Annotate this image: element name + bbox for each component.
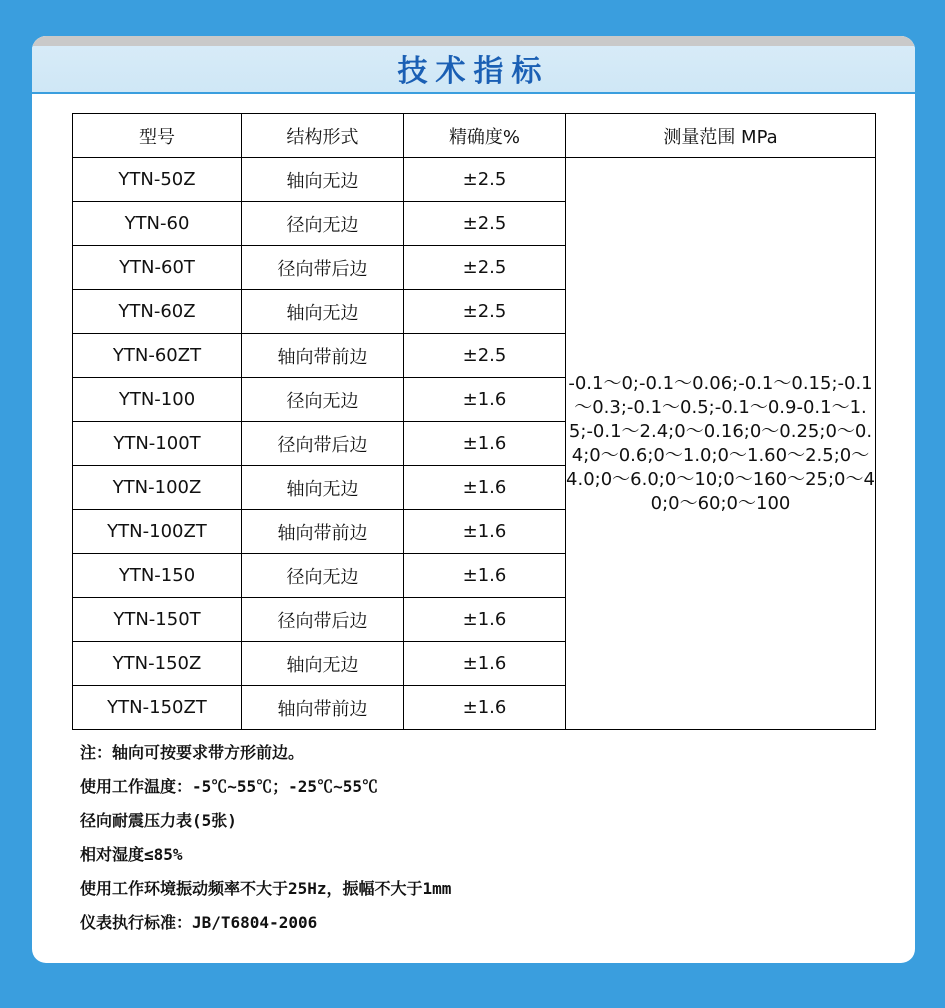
model-cell: YTN-60T [73, 246, 242, 290]
note-line: 相对湿度≤85% [80, 845, 183, 864]
model-cell: YTN-60ZT [73, 334, 242, 378]
range-cell: -0.1～0;-0.1～0.06;-0.1～0.15;-0.1～0.3;-0.1～0.5;-0.1～0.9-0.1～1.5;-0.1～2.4;0～0.16;0～0.25;0～0.4;0～0.6;0～1.0;0～1.60～2.5;0～4.0;0～6.0;0～10;0～160～25;0～40;0～60;0～100 [566, 158, 876, 730]
accuracy-cell: ±1.6 [404, 598, 566, 642]
structure-cell: 轴向无边 [242, 290, 404, 334]
header-top-bar [32, 36, 915, 46]
spec-table [72, 113, 876, 730]
model-cell: YTN-60Z [73, 290, 242, 334]
model-cell: YTN-100 [73, 378, 242, 422]
model-cell: YTN-100T [73, 422, 242, 466]
model-cell: YTN-150 [73, 554, 242, 598]
structure-cell: 轴向带前边 [242, 334, 404, 378]
accuracy-cell: ±1.6 [404, 422, 566, 466]
accuracy-cell: ±1.6 [404, 510, 566, 554]
note-line: 注：轴向可按要求带方形前边。 [80, 743, 305, 762]
header-structure: 结构形式 [242, 114, 404, 158]
structure-cell: 径向带后边 [242, 246, 404, 290]
structure-cell: 径向无边 [242, 378, 404, 422]
accuracy-cell: ±2.5 [404, 202, 566, 246]
table-header-row [73, 114, 876, 158]
structure-cell: 轴向带前边 [242, 686, 404, 730]
structure-cell: 轴向无边 [242, 642, 404, 686]
structure-cell: 径向带后边 [242, 598, 404, 642]
accuracy-cell: ±2.5 [404, 334, 566, 378]
accuracy-cell: ±1.6 [404, 466, 566, 510]
page-title: 技术指标 [397, 54, 550, 89]
accuracy-cell: ±2.5 [404, 246, 566, 290]
model-cell: YTN-50Z [73, 158, 242, 202]
header-accuracy: 精确度% [404, 114, 566, 158]
accuracy-cell: ±1.6 [404, 642, 566, 686]
accuracy-cell: ±2.5 [404, 158, 566, 202]
spec-card [32, 36, 915, 963]
card-header [32, 36, 915, 94]
structure-cell: 轴向带前边 [242, 510, 404, 554]
model-cell: YTN-100ZT [73, 510, 242, 554]
model-cell: YTN-100Z [73, 466, 242, 510]
structure-cell: 径向无边 [242, 554, 404, 598]
accuracy-cell: ±1.6 [404, 554, 566, 598]
header-model: 型号 [73, 114, 242, 158]
accuracy-cell: ±1.6 [404, 378, 566, 422]
model-cell: YTN-150T [73, 598, 242, 642]
note-line: 径向耐震压力表(5张) [80, 811, 237, 830]
model-cell: YTN-150ZT [73, 686, 242, 730]
model-cell: YTN-150Z [73, 642, 242, 686]
note-line: 仪表执行标准：JB/T6804-2006 [80, 913, 318, 932]
structure-cell: 径向无边 [242, 202, 404, 246]
model-cell: YTN-60 [73, 202, 242, 246]
header-range: 测量范围 MPa [566, 114, 876, 158]
notes-section [80, 736, 451, 940]
note-line: 使用工作环境振动频率不大于25Hz，振幅不大于1mm [80, 879, 452, 898]
note-line: 使用工作温度：-5℃~55℃；-25℃~55℃ [80, 777, 378, 796]
accuracy-cell: ±2.5 [404, 290, 566, 334]
structure-cell: 轴向无边 [242, 158, 404, 202]
accuracy-cell: ±1.6 [404, 686, 566, 730]
table-row [73, 158, 876, 202]
structure-cell: 轴向无边 [242, 466, 404, 510]
structure-cell: 径向带后边 [242, 422, 404, 466]
